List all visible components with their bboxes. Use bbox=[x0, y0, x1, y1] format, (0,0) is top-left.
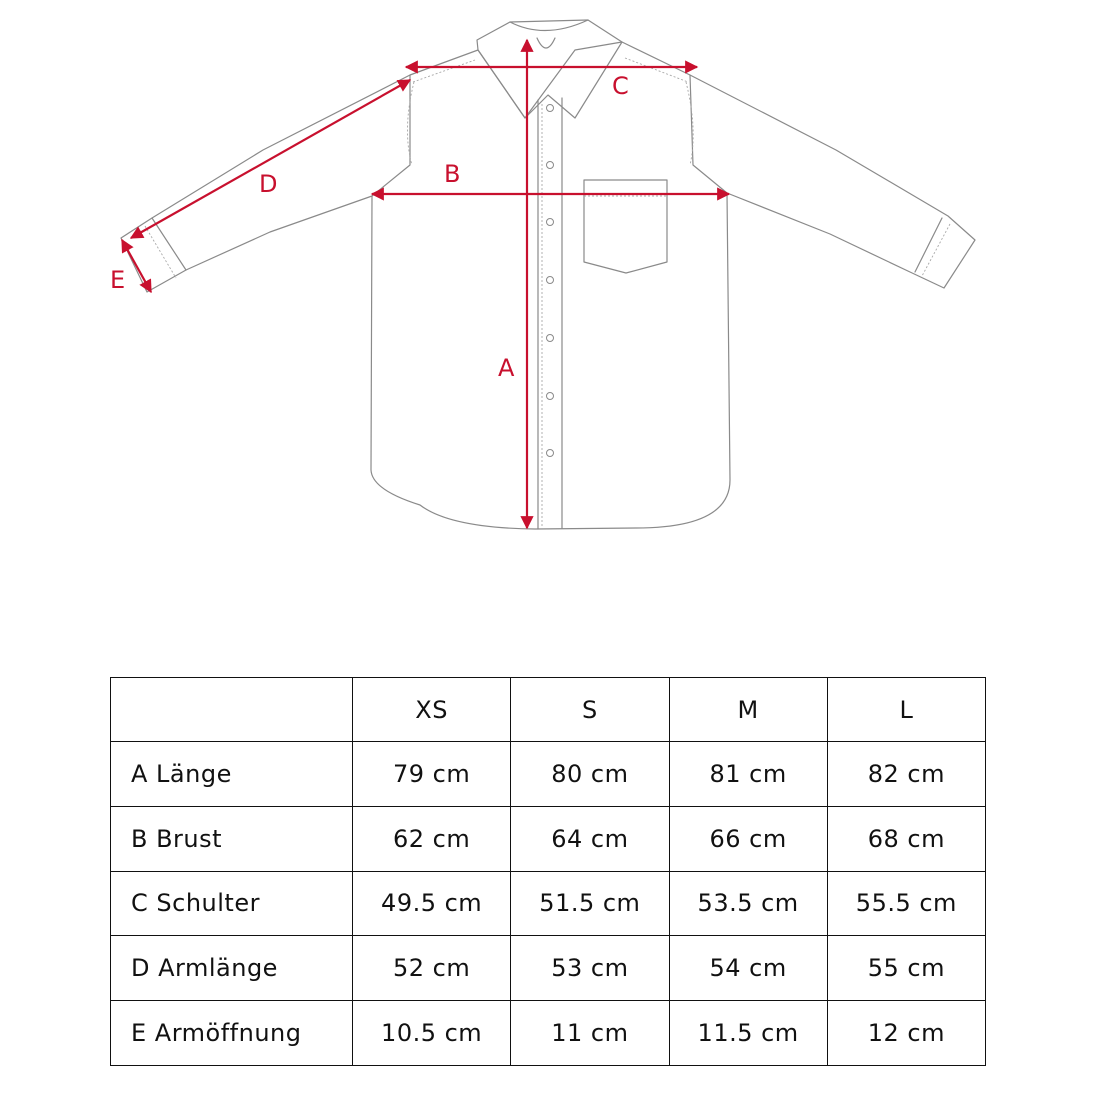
measure-line-d bbox=[131, 80, 410, 238]
buttons bbox=[547, 105, 554, 457]
shirt-illustration bbox=[121, 20, 975, 529]
table-cell: 11.5 cm bbox=[669, 1001, 827, 1066]
table-header-row bbox=[111, 678, 986, 742]
table-cell: 53 cm bbox=[511, 936, 669, 1001]
row-label: A Länge bbox=[111, 742, 353, 807]
left-cuff-outline bbox=[152, 218, 186, 270]
header-cell: XS bbox=[353, 678, 511, 742]
table-row bbox=[111, 871, 986, 936]
table-cell: 53.5 cm bbox=[669, 871, 827, 936]
table-cell: 12 cm bbox=[827, 1001, 985, 1066]
row-label: B Brust bbox=[111, 806, 353, 871]
label-e: E bbox=[110, 266, 126, 294]
armhole-seam bbox=[407, 82, 693, 165]
label-a: A bbox=[498, 354, 515, 382]
label-b: B bbox=[444, 160, 461, 188]
yoke-seam bbox=[413, 58, 688, 82]
header-cell: M bbox=[669, 678, 827, 742]
table-cell: 55.5 cm bbox=[827, 871, 985, 936]
hanger-loop bbox=[537, 38, 555, 48]
table-cell: 49.5 cm bbox=[353, 871, 511, 936]
table-cell: 11 cm bbox=[511, 1001, 669, 1066]
table-cell: 82 cm bbox=[827, 742, 985, 807]
left-cuff-stitch bbox=[145, 226, 176, 278]
row-label: C Schulter bbox=[111, 871, 353, 936]
table-row bbox=[111, 936, 986, 1001]
table-row bbox=[111, 806, 986, 871]
table-cell: 68 cm bbox=[827, 806, 985, 871]
table-cell: 64 cm bbox=[511, 806, 669, 871]
collar-outline bbox=[477, 20, 622, 118]
header-cell bbox=[111, 678, 353, 742]
table-cell: 80 cm bbox=[511, 742, 669, 807]
table-row bbox=[111, 742, 986, 807]
header-cell: S bbox=[511, 678, 669, 742]
label-c: C bbox=[612, 72, 629, 100]
size-chart-table bbox=[110, 677, 986, 1066]
label-d: D bbox=[259, 170, 278, 198]
table-cell: 52 cm bbox=[353, 936, 511, 1001]
table-cell: 81 cm bbox=[669, 742, 827, 807]
table-cell: 62 cm bbox=[353, 806, 511, 871]
measurement-lines bbox=[122, 40, 729, 528]
header-cell: L bbox=[827, 678, 985, 742]
table-cell: 55 cm bbox=[827, 936, 985, 1001]
table-cell: 10.5 cm bbox=[353, 1001, 511, 1066]
table-cell: 66 cm bbox=[669, 806, 827, 871]
measure-line-e bbox=[122, 240, 151, 292]
table-cell: 54 cm bbox=[669, 936, 827, 1001]
table-cell: 51.5 cm bbox=[511, 871, 669, 936]
table-cell: 79 cm bbox=[353, 742, 511, 807]
row-label: E Armöffnung bbox=[111, 1001, 353, 1066]
table-row bbox=[111, 1001, 986, 1066]
row-label: D Armlänge bbox=[111, 936, 353, 1001]
